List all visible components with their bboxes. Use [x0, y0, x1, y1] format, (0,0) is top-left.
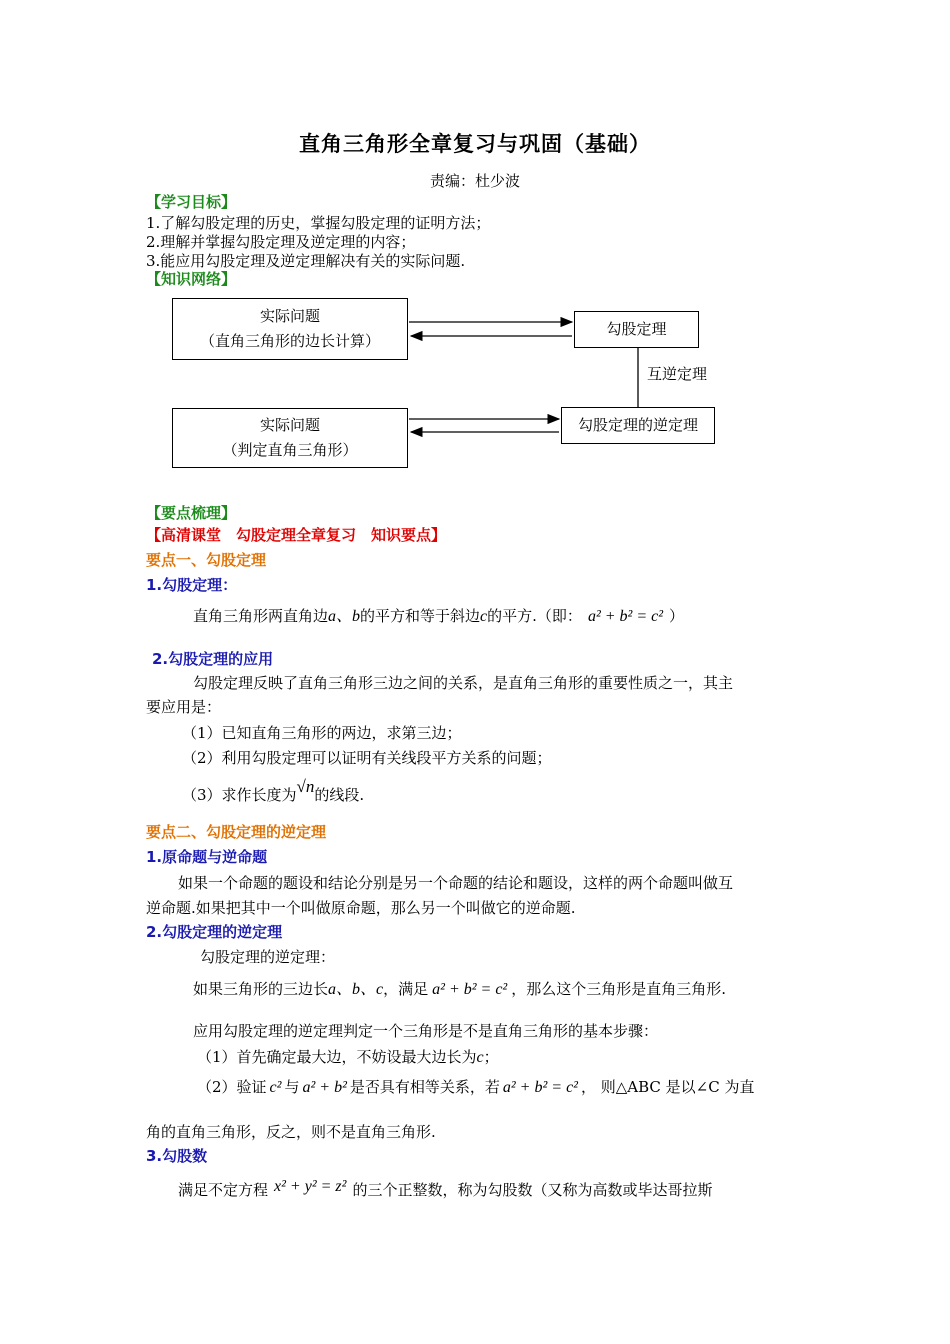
point2-sub2-p3: 应用勾股定理的逆定理判定一个三角形是不是直角三角形的基本步骤： [193, 1022, 659, 1040]
text-segment: ； [483, 1048, 499, 1066]
goal-item-3: 3.能应用勾股定理及逆定理解决有关的实际问题. [146, 252, 466, 270]
text-segment: 是否具有相等关系，若 [349, 1078, 500, 1096]
math-equation: a² + b² = c² [502, 1079, 578, 1096]
keypoints-heading: 【要点梳理】 [146, 504, 237, 522]
text-segment: 的线段. [314, 786, 365, 804]
network-arrows [0, 0, 950, 500]
point1-sub2-item2: （2）利用勾股定理可以证明有关线段平方关系的问题； [182, 749, 552, 767]
text-segment: ，满足 [383, 980, 429, 998]
text-segment: ，那么这个三角形是直角三角形. [511, 980, 727, 998]
page-title: 直角三角形全章复习与巩固（基础） [299, 131, 651, 156]
box-practical-judge-title: 实际问题 [259, 416, 320, 434]
point1-sub2-p1: 勾股定理反映了直角三角形三边之间的关系，是直角三角形的重要性质之一，其主 [193, 674, 734, 692]
box-pythagorean-theorem: 勾股定理 [574, 311, 699, 348]
math-equation: a² + b² = c² [587, 608, 664, 625]
point2-heading: 要点二、勾股定理的逆定理 [146, 823, 327, 841]
text-segment: ） [669, 607, 685, 625]
box-converse-theorem: 勾股定理的逆定理 [561, 407, 715, 444]
point1-sub2-item1: （1）已知直角三角形的两边，求第三边； [182, 724, 462, 742]
text-segment: 与 [284, 1078, 300, 1096]
point2-sub3-p1 [178, 1179, 712, 1200]
box-practical-calc-sub: （直角三角形的边长计算） [199, 332, 380, 350]
point1-heading: 要点一、勾股定理 [146, 551, 267, 569]
point1-sub1-heading: 1.勾股定理： [146, 576, 238, 594]
link-label-converse: 互逆定理 [647, 365, 708, 383]
point2-sub1-heading: 1.原命题与逆命题 [146, 848, 268, 866]
math-equation: a² + b² = c² [432, 981, 508, 998]
point1-sub1-text [193, 603, 684, 626]
network-heading: 【知识网络】 [146, 270, 237, 288]
math-c2: c² [269, 1079, 282, 1096]
math-c: c [480, 608, 488, 625]
goal-item-1: 1.了解勾股定理的历史，掌握勾股定理的证明方法； [146, 214, 491, 232]
point1-sub2-item3 [182, 777, 365, 805]
text-segment: 如果三角形的三边长 [193, 980, 329, 998]
math-abc: a、b、c [328, 981, 384, 998]
text-segment: 的三个正整数，称为勾股数（又称为高数或毕达哥拉斯 [352, 1181, 713, 1199]
goals-heading: 【学习目标】 [146, 193, 237, 211]
text-segment: （2）验证 [197, 1078, 267, 1096]
point1-sub2-p2: 要应用是： [146, 698, 222, 716]
math-c: c [476, 1049, 484, 1066]
point2-sub3-heading: 3.勾股数 [146, 1147, 208, 1165]
text-segment: ， 则△ABC 是以∠C 为直 [580, 1078, 755, 1096]
math-sqrt-n: √n [296, 777, 315, 796]
text-segment: （1）首先确定最大边，不妨设最大边长为 [197, 1048, 477, 1066]
text-segment: 的平方和等于斜边 [360, 607, 481, 625]
point2-sub2-step2-cont: 角的直角三角形，反之，则不是直角三角形. [146, 1123, 436, 1141]
box-practical-calc-title: 实际问题 [259, 307, 320, 325]
text-segment: （3）求作长度为 [182, 786, 297, 804]
keypoints-banner: 【高清课堂 勾股定理全章复习 知识要点】 [146, 526, 447, 544]
math-ab: a、b [328, 608, 361, 625]
math-xyz: x² + y² = z² [274, 1178, 347, 1195]
point2-sub1-p2: 逆命题.如果把其中一个叫做原命题，那么另一个叫做它的逆命题. [146, 899, 576, 917]
point2-sub1-p1: 如果一个命题的题设和结论分别是另一个命题的结论和题设，这样的两个命题叫做互 [178, 874, 734, 892]
point2-sub2-step1 [197, 1046, 499, 1067]
text-segment: 满足不定方程 [178, 1181, 269, 1199]
editor-line: 责编：杜少波 [429, 172, 520, 190]
point2-sub2-heading: 2.勾股定理的逆定理 [146, 923, 283, 941]
point1-sub2-heading: 2.勾股定理的应用 [152, 650, 274, 668]
text-segment: 的平方.（即： [487, 607, 582, 625]
point2-sub2-p1: 勾股定理的逆定理： [200, 948, 336, 966]
math-a2b2: a² + b² [302, 1079, 347, 1096]
text-segment: 直角三角形两直角边 [193, 607, 329, 625]
box-practical-judge-sub: （判定直角三角形） [222, 441, 358, 459]
point2-sub2-step2 [197, 1076, 754, 1097]
goal-item-2: 2.理解并掌握勾股定理及逆定理的内容； [146, 233, 416, 251]
point2-sub2-p2 [193, 976, 726, 999]
